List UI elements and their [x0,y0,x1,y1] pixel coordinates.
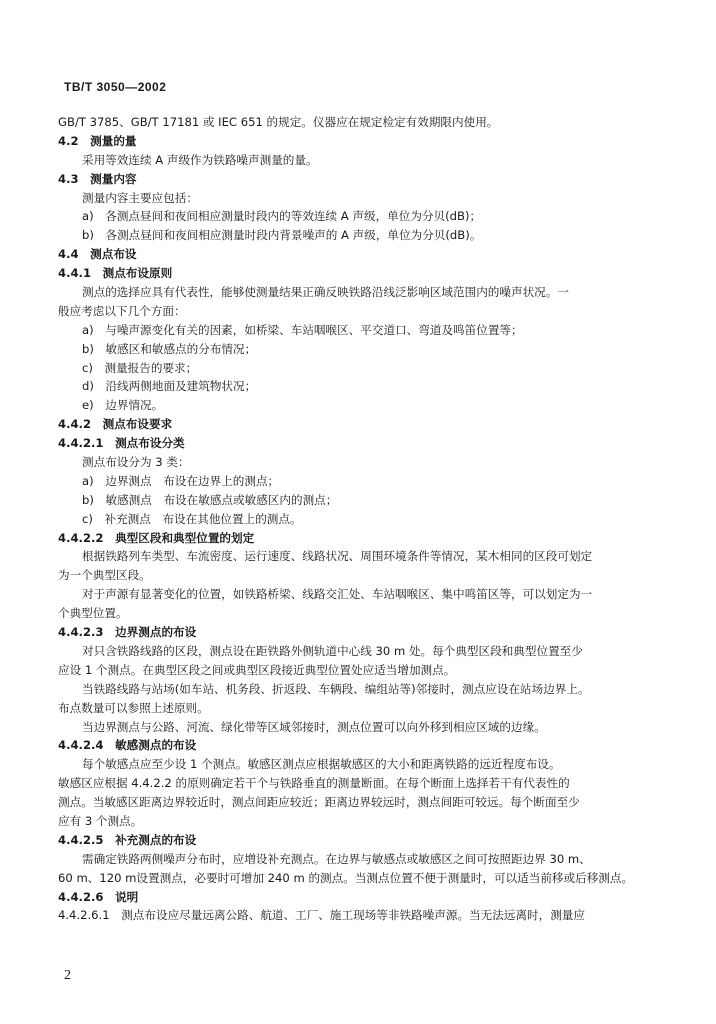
paragraph-line: 应设 1 个测点。在典型区段之间或典型区段接近典型位置处应适当增加测点。 [58,662,456,677]
list-item: d) 沿线两侧地面及建筑物状况； [82,379,257,394]
section-heading: 4.4.2.6 说明 [58,889,139,904]
list-item: b) 敏感区和敏感点的分布情况； [82,341,257,356]
section-heading: 4.4.2 测点布设要求 [58,417,173,432]
paragraph-line: 应有 3 个测点。 [58,813,143,828]
paragraph-line: 当铁路线路与站场(如车站、机务段、折返段、车辆段、编组站等)邻接时，测点应设在站场边界上。 [82,681,590,696]
paragraph-line: 采用等效连续 A 声级作为铁路噪声测量的量。 [82,152,318,167]
paragraph-line: 测点的选择应具有代表性，能够使测量结果正确反映铁路沿线泛影响区域范围内的噪声状况。一 [82,285,569,300]
list-item: b) 敏感测点 布设在敏感点或敏感区内的测点； [82,492,338,507]
body-text [58,113,658,925]
paragraph-line: 敏感区应根据 4.4.2.2 的原则确定若干个与铁路垂直的测量断面。在每个断面上选择若干有代表性的 [58,776,570,791]
paragraph-line: 60 m、120 m设置测点，必要时可增加 240 m 的测点。当测点位置不便于测量时，可以适当前移或后移测点。 [58,870,634,885]
paragraph-line: GB/T 3785、GB/T 17181 或 IEC 651 的规定。仪器应在规定检定有效期限内使用。 [58,115,499,129]
paragraph-line: 般应考虑以下几个方面： [58,303,186,318]
section-heading: 4.4.2.4 敏感测点的布设 [58,738,197,753]
paragraph-line: 测量内容主要应包括： [82,190,198,205]
paragraph-line: 每个敏感点应至少设 1 个测点。敏感区测点应根据敏感区的大小和距离铁路的远近程度布设。 [82,757,561,772]
paragraph-line: 为一个典型区段。 [58,568,151,583]
paragraph-line: 个典型位置。 [58,606,128,621]
list-item: c) 补充测点 布设在其他位置上的测点。 [82,511,302,526]
section-heading: 4.4.1 测点布设原则 [58,266,173,281]
section-heading: 4.4.2.2 典型区段和典型位置的划定 [58,530,255,545]
section-heading: 4.4 测点布设 [58,247,137,262]
list-item: e) 边界情况。 [82,398,164,413]
section-heading: 4.3 测量内容 [58,171,137,186]
list-item: c) 测量报告的要求； [82,360,198,375]
paragraph-line: 对只含铁路线路的区段，测点设在距铁路外侧轨道中心线 30 m 处。每个典型区段和典型位置至少 [82,643,583,658]
list-item: a) 与噪声源变化有关的因素，如桥梁、车站咽喉区、平交道口、弯道及鸣笛位置等； [82,322,523,337]
section-heading: 4.2 测量的量 [58,133,137,148]
paragraph-line: 根据铁路列车类型、车流密度、运行速度、线路状况、周围环境条件等情况，某木相同的区段可划定 [82,549,593,564]
list-item: a) 各测点昼间和夜间相应测量时段内的等效连续 A 声级，单位为分贝(dB)； [82,209,482,224]
list-item: b) 各测点昼间和夜间相应测量时段内背景噪声的 A 声级，单位为分贝(dB)。 [82,228,482,243]
section-heading: 4.4.2.1 测点布设分类 [58,436,185,451]
paragraph-line: 当边界测点与公路、河流、绿化带等区域邻接时，测点位置可以向外移到相应区域的边缘。 [82,719,546,734]
list-item: a) 边界测点 布设在边界上的测点； [82,473,280,488]
section-heading: 4.4.2.3 边界测点的布设 [58,625,197,640]
paragraph-line: 布点数量可以参照上述原则。 [58,700,209,715]
page-number: 2 [64,968,71,983]
standard-header: TB/T 3050—2002 [64,80,167,94]
paragraph-line: 4.4.2.6.1 测点布设应尽量远离公路、航道、工厂、施工现场等非铁路噪声源。当无法远离时，测量应 [58,908,585,923]
paragraph-line: 需确定铁路两侧噪声分布时，应増设补充测点。在边界与敏感点或敏感区之间可按照距边界 30 m、 [82,851,591,866]
paragraph-line: 对于声源有显著变化的位置，如铁路桥梁、线路交汇处、车站咽喉区、集中鸣笛区等，可以划定为一 [82,587,593,602]
paragraph-line: 测点布设分为 3 类： [82,455,190,470]
paragraph-line: 测点。当敏感区距离边界较近时，测点间距应较近；距离边界较远时，测点间距可较远。每个断面至少 [58,795,580,810]
section-heading: 4.4.2.5 补充测点的布设 [58,832,197,847]
